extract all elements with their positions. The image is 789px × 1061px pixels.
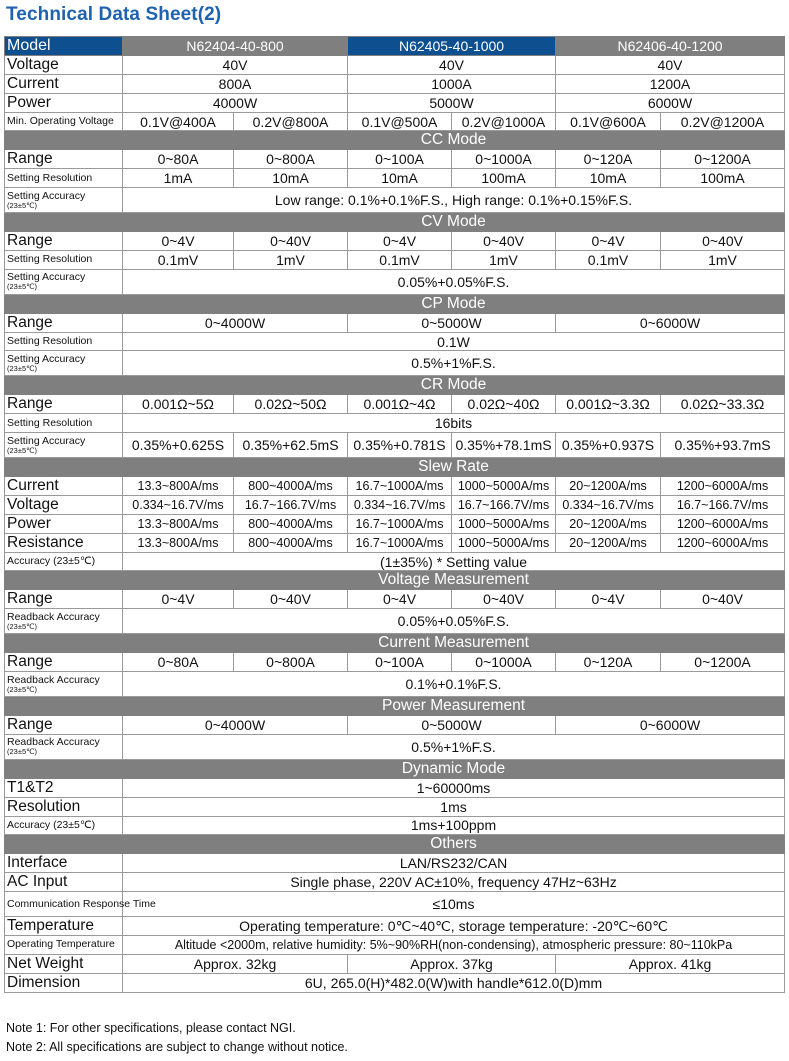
spec-row [5, 590, 785, 609]
section-spacer [5, 759, 123, 778]
section-title: Current Measurement [123, 634, 785, 653]
spec-cell: 0.001Ω~3.3Ω [556, 395, 661, 414]
row-label-text: Setting Resolution [7, 416, 93, 429]
row-label-text: Operating Temperature [7, 938, 115, 951]
row-label-text: Dimension [7, 973, 81, 991]
row-label-text: Voltage [7, 55, 59, 73]
row-label-text: Temperature [7, 917, 95, 934]
spec-cell: 0~6000W [556, 313, 785, 332]
section-spacer [5, 294, 123, 313]
spec-row [5, 954, 785, 973]
row-label-text: Range [7, 715, 53, 733]
spec-cell: 1000~5000A/ms [452, 533, 556, 552]
spec-cell: 16.7~1000A/ms [348, 477, 452, 496]
model-label: Model [5, 37, 123, 56]
row-label-text: Min. Operating Voltage [7, 115, 114, 127]
section-spacer [5, 213, 123, 232]
spec-cell: 0~1200A [661, 653, 785, 672]
row-label [5, 917, 123, 936]
spec-row [5, 973, 785, 992]
spec-cell: 13.3~800A/ms [123, 514, 234, 533]
row-label [5, 935, 123, 954]
spec-cell: 40V [348, 55, 556, 74]
spec-cell: 0~5000W [348, 313, 556, 332]
section-title: Others [123, 835, 785, 854]
spec-cell: 0~4V [348, 590, 452, 609]
row-label-text: Communication Response Time [7, 897, 156, 910]
section-title: Power Measurement [123, 697, 785, 716]
spec-cell: Approx. 37kg [348, 954, 556, 973]
spec-row [5, 269, 785, 294]
spec-row [5, 169, 785, 188]
spec-cell: 0~6000W [556, 715, 785, 734]
spec-cell: Altitude <2000m, relative humidity: 5%~90%RH(non-condensing), atmospheric pressure: 80~110kPa [123, 935, 785, 954]
spec-cell: LAN/RS232/CAN [123, 854, 785, 873]
spec-cell: 0.35%+93.7mS [661, 433, 785, 458]
row-label [5, 590, 123, 609]
row-label-text: Setting Accuracy [7, 271, 86, 284]
row-label-text: Setting Accuracy [7, 434, 86, 447]
spec-cell: 0~4V [123, 590, 234, 609]
section-title: CV Mode [123, 213, 785, 232]
row-label-text: Range [7, 313, 53, 331]
spec-cell: ≤10ms [123, 892, 785, 917]
spec-cell: 0.35%+62.5mS [234, 433, 348, 458]
row-label [5, 332, 123, 351]
spec-cell: 1mV [452, 250, 556, 269]
section-title: Voltage Measurement [123, 571, 785, 590]
page-title: Technical Data Sheet(2) [6, 4, 222, 25]
spec-row [5, 552, 785, 571]
model-name: N62404-40-800 [123, 37, 348, 56]
spec-cell: 1ms+100ppm [123, 816, 785, 835]
spec-cell: 0~80A [123, 150, 234, 169]
row-label-text: Net Weight [7, 954, 84, 972]
spec-cell: 1200~6000A/ms [661, 514, 785, 533]
row-label [5, 232, 123, 251]
temperature-note: (23±5℃) [7, 200, 38, 210]
spec-cell: 0.1V@400A [123, 112, 234, 131]
row-label [5, 351, 123, 376]
spec-cell: 13.3~800A/ms [123, 533, 234, 552]
row-label [5, 954, 123, 973]
row-label [5, 873, 123, 892]
temperature-note: (23±5℃) [7, 684, 38, 694]
temperature-note: (23±5℃) [7, 363, 38, 373]
spec-cell: 0.02Ω~50Ω [234, 395, 348, 414]
section-header [5, 571, 785, 590]
spec-row [5, 188, 785, 213]
spec-row [5, 93, 785, 112]
row-label [5, 672, 123, 697]
section-title: Slew Rate [123, 458, 785, 477]
spec-row [5, 797, 785, 816]
temperature-note: (23±5℃) [7, 621, 38, 631]
row-label [5, 150, 123, 169]
spec-row [5, 892, 785, 917]
spec-row [5, 395, 785, 414]
spec-cell: 800A [123, 74, 348, 93]
section-title: CR Mode [123, 376, 785, 395]
section-spacer [5, 835, 123, 854]
section-spacer [5, 458, 123, 477]
spec-cell: 0.35%+0.937S [556, 433, 661, 458]
row-label [5, 973, 123, 992]
row-label-text: Range [7, 150, 53, 168]
model-name: N62406-40-1200 [556, 37, 785, 56]
row-label [5, 609, 123, 634]
spec-row [5, 816, 785, 835]
spec-cell: 10mA [348, 169, 452, 188]
spec-cell: 0.334~16.7V/ms [556, 495, 661, 514]
spec-cell: 6U, 265.0(H)*482.0(W)with handle*612.0(D)mm [123, 973, 785, 992]
spec-row [5, 734, 785, 759]
spec-cell: 13.3~800A/ms [123, 477, 234, 496]
spec-row [5, 332, 785, 351]
spec-cell: 16.7~166.7V/ms [661, 495, 785, 514]
spec-cell: 0~4V [556, 232, 661, 251]
row-label-text: Setting Accuracy [7, 352, 86, 365]
spec-cell: 4000W [123, 93, 348, 112]
row-label [5, 653, 123, 672]
row-label-text: Setting Resolution [7, 171, 93, 184]
section-header [5, 376, 785, 395]
row-label-text: Accuracy (23±5℃) [7, 555, 96, 568]
spec-cell: 0.1mV [556, 250, 661, 269]
row-label-text: Resolution [7, 797, 81, 815]
spec-cell: 0.2V@800A [234, 112, 348, 131]
row-label-text: AC Input [7, 873, 68, 891]
spec-cell: 1000~5000A/ms [452, 477, 556, 496]
spec-cell: 1ms [123, 797, 785, 816]
row-label-text: Setting Accuracy [7, 189, 86, 202]
spec-cell: 0.02Ω~40Ω [452, 395, 556, 414]
row-label-text: Range [7, 231, 53, 249]
spec-row [5, 477, 785, 496]
row-label [5, 778, 123, 797]
section-header [5, 835, 785, 854]
spec-cell: 0.05%+0.05%F.S. [123, 269, 785, 294]
section-header [5, 759, 785, 778]
row-label-text: Readback Accuracy [7, 673, 100, 686]
spec-cell: 0.1%+0.1%F.S. [123, 672, 785, 697]
spec-cell: 1000~5000A/ms [452, 514, 556, 533]
row-label [5, 414, 123, 433]
spec-row [5, 112, 785, 131]
row-label-text: Readback Accuracy [7, 736, 100, 749]
row-label [5, 395, 123, 414]
row-label [5, 533, 123, 552]
spec-cell: 0~800A [234, 653, 348, 672]
note-1: Note 1: For other specifications, please contact NGI. [6, 1021, 296, 1035]
spec-cell: 20~1200A/ms [556, 533, 661, 552]
spec-cell: 20~1200A/ms [556, 514, 661, 533]
spec-table [4, 36, 785, 993]
spec-row [5, 313, 785, 332]
section-spacer [5, 131, 123, 150]
section-title: CP Mode [123, 294, 785, 313]
spec-cell: 0.1mV [123, 250, 234, 269]
spec-row [5, 533, 785, 552]
model-header-row [5, 37, 785, 56]
spec-row [5, 495, 785, 514]
row-label-text: Resistance [7, 533, 84, 551]
spec-cell: 0~120A [556, 150, 661, 169]
row-label [5, 892, 156, 917]
spec-cell: 16.7~166.7V/ms [452, 495, 556, 514]
spec-cell: 0~100A [348, 653, 452, 672]
row-label-text: Current [7, 476, 59, 494]
row-label [5, 112, 123, 131]
section-header [5, 458, 785, 477]
spec-row [5, 935, 785, 954]
row-label [5, 74, 123, 93]
spec-cell: 0~120A [556, 653, 661, 672]
section-title: CC Mode [123, 131, 785, 150]
spec-row [5, 74, 785, 93]
spec-cell: 0~4000W [123, 313, 348, 332]
spec-cell: 0~80A [123, 653, 234, 672]
section-spacer [5, 376, 123, 395]
spec-cell: 0~40V [452, 590, 556, 609]
spec-cell: 1~60000ms [123, 778, 785, 797]
spec-row [5, 433, 785, 458]
spec-cell: Low range: 0.1%+0.1%F.S., High range: 0.1%+0.15%F.S. [123, 188, 785, 213]
spec-row [5, 514, 785, 533]
row-label-text: Power [7, 93, 51, 111]
spec-cell: (1±35%) * Setting value [123, 552, 785, 571]
section-header [5, 634, 785, 653]
spec-cell: 10mA [234, 169, 348, 188]
row-label [5, 169, 123, 188]
spec-cell: 1mV [661, 250, 785, 269]
row-label-text: T1&T2 [7, 778, 54, 796]
spec-cell: 800~4000A/ms [234, 477, 348, 496]
spec-cell: 0.35%+78.1mS [452, 433, 556, 458]
temperature-note: (23±5℃) [7, 282, 38, 292]
spec-cell: 20~1200A/ms [556, 477, 661, 496]
spec-cell: 0.5%+1%F.S. [123, 351, 785, 376]
spec-cell: 1000A [348, 74, 556, 93]
spec-row [5, 150, 785, 169]
spec-cell: 40V [123, 55, 348, 74]
spec-cell: 0.1V@500A [348, 112, 452, 131]
row-label-text: Range [7, 395, 53, 413]
section-spacer [5, 697, 123, 716]
spec-cell: 100mA [661, 169, 785, 188]
spec-cell: 0.02Ω~33.3Ω [661, 395, 785, 414]
spec-cell: Single phase, 220V AC±10%, frequency 47Hz~63Hz [123, 873, 785, 892]
spec-cell: 800~4000A/ms [234, 533, 348, 552]
spec-row [5, 653, 785, 672]
spec-row [5, 854, 785, 873]
spec-cell: 1200A [556, 74, 785, 93]
spec-cell: Approx. 32kg [123, 954, 348, 973]
spec-cell: 0~4000W [123, 715, 348, 734]
row-label-text: Range [7, 590, 53, 608]
spec-cell: 0.35%+0.625S [123, 433, 234, 458]
row-label-text: Interface [7, 854, 68, 872]
spec-cell: 0~800A [234, 150, 348, 169]
spec-row [5, 715, 785, 734]
note-2: Note 2: All specifications are subject to change without notice. [6, 1040, 348, 1054]
row-label-text: Setting Resolution [7, 335, 93, 348]
spec-cell: 1mA [123, 169, 234, 188]
spec-cell: 0~4V [123, 232, 234, 251]
temperature-note: (23±5℃) [7, 747, 38, 757]
row-label [5, 55, 123, 74]
row-label [5, 250, 123, 269]
spec-cell: 0.334~16.7V/ms [348, 495, 452, 514]
spec-cell: 0~1000A [452, 653, 556, 672]
row-label [5, 734, 123, 759]
spec-cell: 800~4000A/ms [234, 514, 348, 533]
spec-cell: 0~40V [234, 232, 348, 251]
spec-cell: 5000W [348, 93, 556, 112]
spec-cell: 1200~6000A/ms [661, 477, 785, 496]
row-label [5, 269, 123, 294]
row-label-text: Range [7, 653, 53, 671]
model-name: N62405-40-1000 [348, 37, 556, 56]
spec-cell: 0~40V [661, 590, 785, 609]
spec-cell: 1mV [234, 250, 348, 269]
section-spacer [5, 634, 123, 653]
spec-cell: 0.2V@1000A [452, 112, 556, 131]
spec-cell: 0.05%+0.05%F.S. [123, 609, 785, 634]
spec-row [5, 55, 785, 74]
section-header [5, 131, 785, 150]
spec-cell: 0~1000A [452, 150, 556, 169]
spec-cell: 0.35%+0.781S [348, 433, 452, 458]
spec-cell: 0.001Ω~4Ω [348, 395, 452, 414]
row-label [5, 514, 123, 533]
spec-cell: 0.001Ω~5Ω [123, 395, 234, 414]
spec-row [5, 414, 785, 433]
spec-cell: 16.7~1000A/ms [348, 533, 452, 552]
row-label-text: Accuracy (23±5℃) [7, 818, 96, 831]
spec-cell: 6000W [556, 93, 785, 112]
spec-row [5, 232, 785, 251]
row-label [5, 715, 123, 734]
spec-cell: 0.5%+1%F.S. [123, 734, 785, 759]
spec-cell: 40V [556, 55, 785, 74]
row-label-text: Voltage [7, 495, 59, 513]
spec-cell: 0~40V [661, 232, 785, 251]
spec-row [5, 250, 785, 269]
temperature-note: (23±5℃) [7, 445, 38, 455]
spec-row [5, 672, 785, 697]
spec-cell: 0~5000W [348, 715, 556, 734]
spec-row [5, 609, 785, 634]
section-header [5, 213, 785, 232]
row-label [5, 552, 123, 571]
row-label [5, 188, 123, 213]
spec-cell: 0.1W [123, 332, 785, 351]
spec-cell: 100mA [452, 169, 556, 188]
row-label-text: Setting Resolution [7, 253, 93, 266]
row-label [5, 797, 123, 816]
spec-cell: 10mA [556, 169, 661, 188]
spec-cell: 0~1200A [661, 150, 785, 169]
row-label [5, 495, 123, 514]
row-label [5, 816, 123, 835]
spec-cell: 0~40V [452, 232, 556, 251]
row-label-text: Readback Accuracy [7, 610, 100, 623]
row-label-text: Current [7, 74, 59, 92]
spec-cell: 16.7~1000A/ms [348, 514, 452, 533]
row-label [5, 477, 123, 496]
spec-cell: 0.1mV [348, 250, 452, 269]
spec-cell: 0.334~16.7V/ms [123, 495, 234, 514]
row-label [5, 433, 123, 458]
section-header [5, 294, 785, 313]
spec-row [5, 873, 785, 892]
spec-cell: Approx. 41kg [556, 954, 785, 973]
spec-cell: 16bits [123, 414, 785, 433]
section-title: Dynamic Mode [123, 759, 785, 778]
row-label [5, 93, 123, 112]
spec-row [5, 351, 785, 376]
spec-cell: Operating temperature: 0℃~40℃, storage temperature: -20℃~60℃ [123, 917, 785, 936]
section-header [5, 697, 785, 716]
spec-cell: 1200~6000A/ms [661, 533, 785, 552]
spec-cell: 16.7~166.7V/ms [234, 495, 348, 514]
spec-row [5, 778, 785, 797]
section-spacer [5, 571, 123, 590]
spec-row [5, 917, 785, 936]
spec-cell: 0.1V@600A [556, 112, 661, 131]
spec-cell: 0~40V [234, 590, 348, 609]
row-label [5, 313, 123, 332]
spec-cell: 0~4V [556, 590, 661, 609]
spec-cell: 0~100A [348, 150, 452, 169]
spec-cell: 0~4V [348, 232, 452, 251]
row-label [5, 854, 123, 873]
spec-cell: 0.2V@1200A [661, 112, 785, 131]
row-label-text: Power [7, 514, 51, 532]
